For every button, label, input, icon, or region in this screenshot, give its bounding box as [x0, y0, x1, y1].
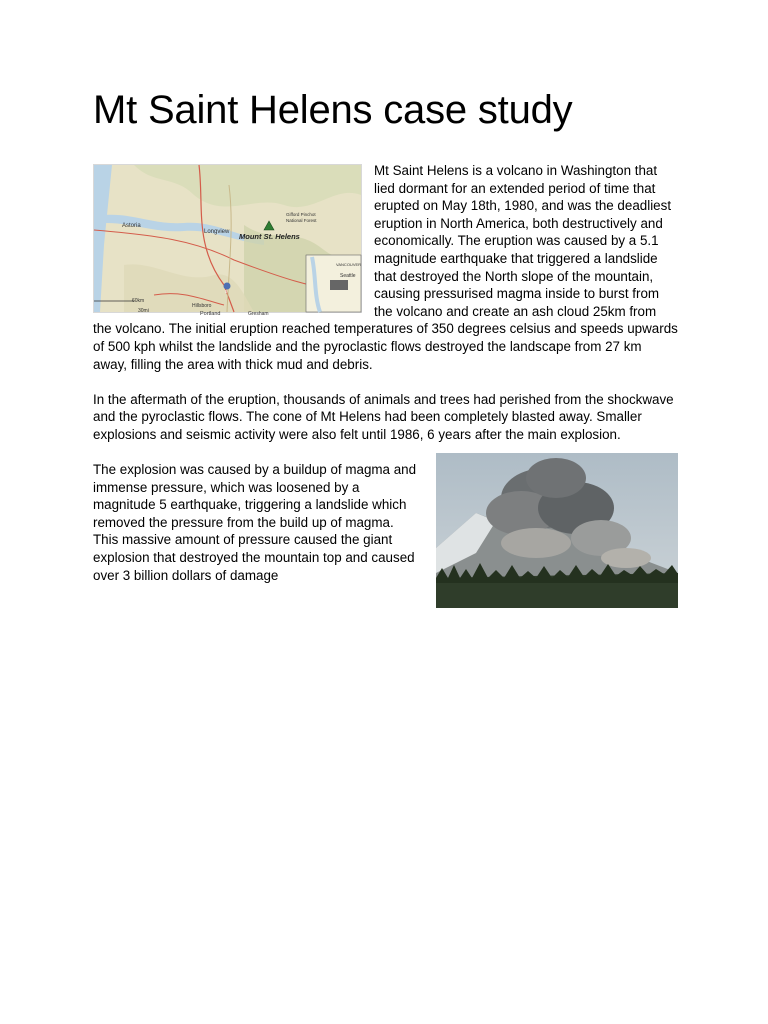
map-label-monument: Gifford Pinchot National Forest	[286, 212, 317, 223]
map-label-interstate: 5	[225, 289, 228, 294]
map-label-vancouver: VANCOUVER	[336, 262, 362, 267]
document-body	[93, 162, 678, 612]
map-label-scale-km: 60km	[132, 298, 145, 304]
map-label-astoria: Astoria	[122, 223, 141, 229]
paragraph-intro	[93, 162, 678, 373]
location-map-image	[93, 164, 362, 317]
eruption-photo-image	[436, 453, 678, 608]
map-label-longview: Longview	[204, 229, 230, 235]
map-label-hillsboro: Hillsboro	[192, 303, 212, 309]
paragraph-cause	[93, 461, 678, 584]
paragraph-cause-text: The explosion was caused by a buildup of magma and immense pressure, which was loosened by a magnitude 5 earthquake, triggering a landslide which removed the pressure from the build up of magma. This massive amount of pressure caused the giant explosion that destroyed the mountain top and caused over 3 billion dollars of damage	[93, 462, 417, 583]
eruption-photo-graphic	[436, 453, 678, 608]
map-label-mount: Mount St. Helens	[239, 232, 300, 241]
map-label-gresham: Gresham	[248, 311, 269, 317]
map-label-seattle: Seattle	[340, 273, 356, 279]
paragraph-intro-text: Mt Saint Helens is a volcano in Washington that lied dormant for an extended period of time that erupted on May 18th, 1980, and was the deadliest eruption in North America, both destructively and economically. The eruption was caused by a 5.1 magnitude earthquake that triggered a landslide that destroyed the North slope of the mountain, causing pressurised magma inside to burst from the volcano and create an ash cloud 25km from the volcano. The initial eruption reached temperatures of 350 degrees celsius and speeds upwards of 500 kph whilst the landslide and the pyroclastic flows destroyed the landscape from 27 km away, filling the area with thick mud and debris.	[93, 163, 678, 372]
map-label-portland: Portland	[200, 311, 221, 317]
paragraph-aftermath: In the aftermath of the eruption, thousands of animals and trees had perished from the shockwave and the pyroclastic flows. The cone of Mt Helens had been completely blasted away. Smaller explosions and seismic activity were also felt until 1986, 6 years after the main explosion.	[93, 391, 674, 442]
page-title: Mt Saint Helens case study	[93, 88, 573, 132]
map-label-scale-mi: 30mi	[138, 308, 149, 314]
